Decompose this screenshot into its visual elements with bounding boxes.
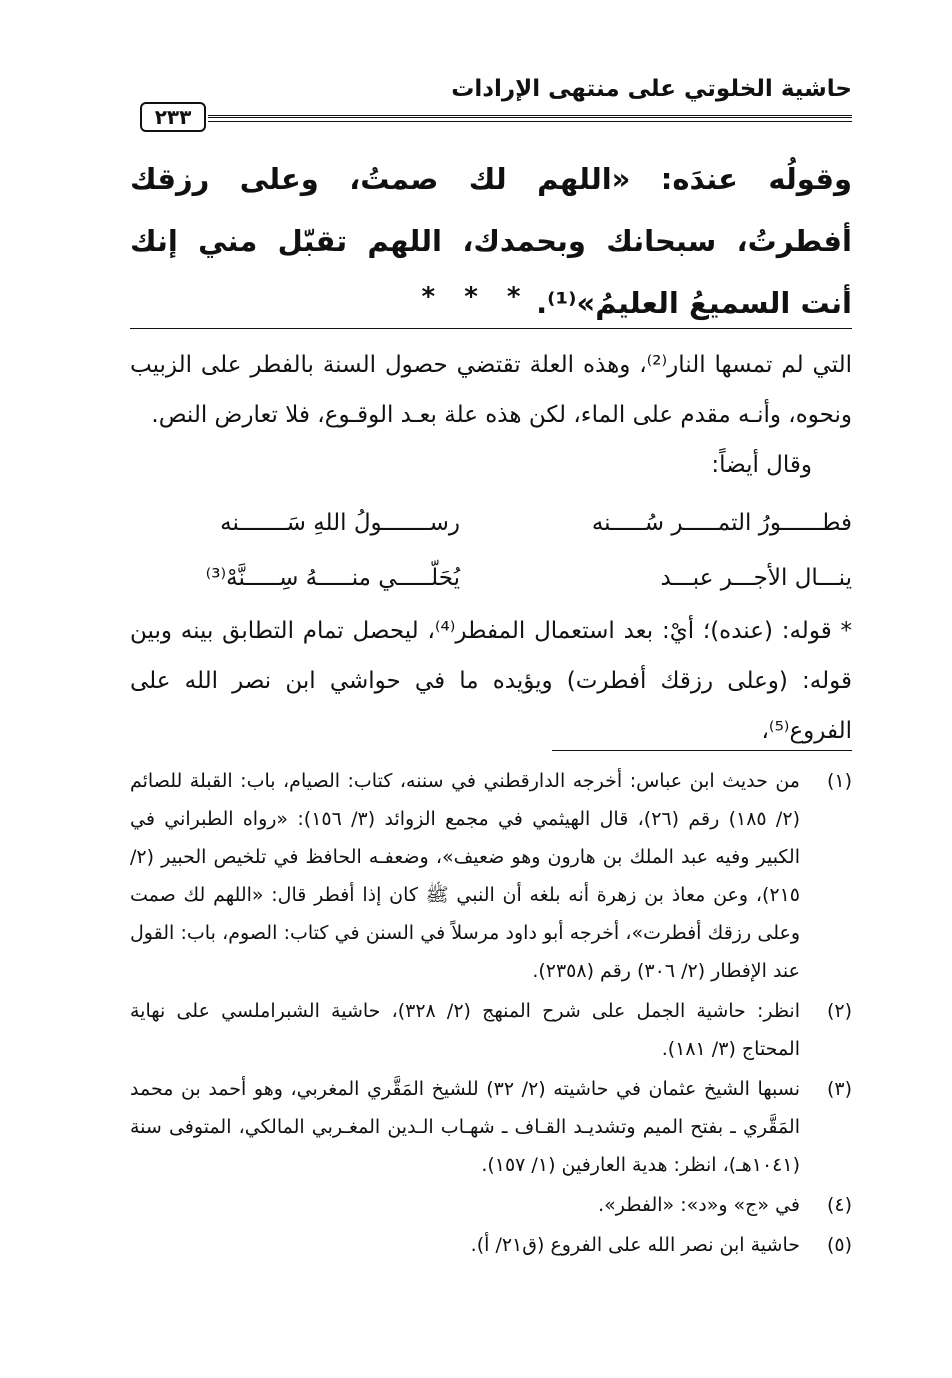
page-number: ٢٣٣ [140,102,206,132]
matn-text: وقولُه عندَه: «اللهم لك صمتُ، وعلى رزقك أفطرتُ، سبحانك وبحمدك، اللهم تقبّل مني إنك أنت السميعُ العليمُ»⁽¹⁾. [130,162,852,320]
footnote-text: في «ج» و«د»: «الفطر». [598,1194,800,1216]
footnote-number: (٢) [826,1000,852,1022]
footnote-4 [130,1186,852,1224]
footnote-3 [130,1070,852,1184]
verse-line-2-second-hemistich: يُحَلّـــــي منـــــهُ سِـــــنَّهْ⁽³⁾ [205,565,460,591]
sharh-paragraph-3: * قوله: (عنده)؛ أيْ: بعد استعمال المفطر⁽⁴⁾، ليحصل تمام التطابق بينه وبين قوله: (وعلى رزقك أفطرت) ويؤيده ما في حواشي ابن نصر الله على الفروع⁽⁵⁾، [130,618,852,744]
matn-sharh-divider [130,328,852,329]
footnote-text: انظر: حاشية الجمل على شرح المنهج (٢/ ٣٢٨)، حاشية الشبراملسي على نهاية المحتاج (٣/ ١٨١). [130,1000,800,1060]
sharh-paragraph-2: وقال أيضاً: [711,452,812,478]
header-rule [208,115,852,122]
footnote-number: (٤) [826,1194,852,1216]
footnote-number: (٣) [826,1078,852,1100]
footnotes [130,762,852,1266]
verse-line-1-first-hemistich: فطــــــورُ التمـــــر سُـــــنه [591,510,852,536]
footnote-text: نسبها الشيخ عثمان في حاشيته (٢/ ٣٢) للشيخ المَقَّري المغربي، وهو أحمد بن محمد المَقَّري ـ بفتح الميم وتشديـد القـاف ـ شهـاب الـدين المغـربي المالكي، المتوفى سنة (١٠٤١هـ)، انظر: هدية العارفين (١/ ١٥٧). [130,1078,800,1176]
verse-line-1-second-hemistich: رســـــــولُ اللهِ سَـــــــنه [220,510,460,536]
running-title: حاشية الخلوتي على منتهى الإرادات [451,76,852,102]
poem-verse [130,498,852,606]
page-header [140,70,852,130]
sharh-paragraph-1: التي لم تمسها النار⁽²⁾، وهذه العلة تقتضي حصول السنة بالفطر على الزبيب ونحوه، وأنـه مقدم على الماء، لكن هذه علة بعـد الوقـوع، فلا تعارض النص. [130,352,853,428]
footnote-5 [130,1226,852,1264]
section-separator: * * * [421,282,531,312]
verse-line-1 [130,498,852,548]
verse-line-2-first-hemistich: ينـــال الأجـــر عبـــد [660,565,852,591]
verse-line-2 [130,553,852,603]
footnote-1 [130,762,852,990]
sharh-body [130,340,852,756]
footnote-number: (٥) [826,1234,852,1256]
footnote-number: (١) [826,770,852,792]
footnote-2 [130,992,852,1068]
footnote-text: من حديث ابن عباس: أخرجه الدارقطني في سننه، كتاب: الصيام، باب: القبلة للصائم (٢/ ١٨٥) رقم (٢٦)، قال الهيثمي في مجمع الزوائد (٣/ ١٥٦): «رواه الطبراني في الكبير وفيه عبد الملك بن هارون وهو ضعيف»، وضعفـه الحافظ في تلخيص الحبير (٢/ ٢١٥)، وعن معاذ بن زهرة أنه بلغه أن النبي ﷺ كان إذا أفطر قال: «اللهم لك صمت وعلى رزقك أفطرت»، أخرجه أبو داود مرسلاً في السنن في كتاب: الصوم، باب: القول عند الإفطار (٢/ ٣٠٦) رقم (٢٣٥٨). [130,770,800,982]
footnote-text: حاشية ابن نصر الله على الفروع (ق٢١/ أ). [470,1234,800,1256]
footnote-divider [552,750,852,751]
